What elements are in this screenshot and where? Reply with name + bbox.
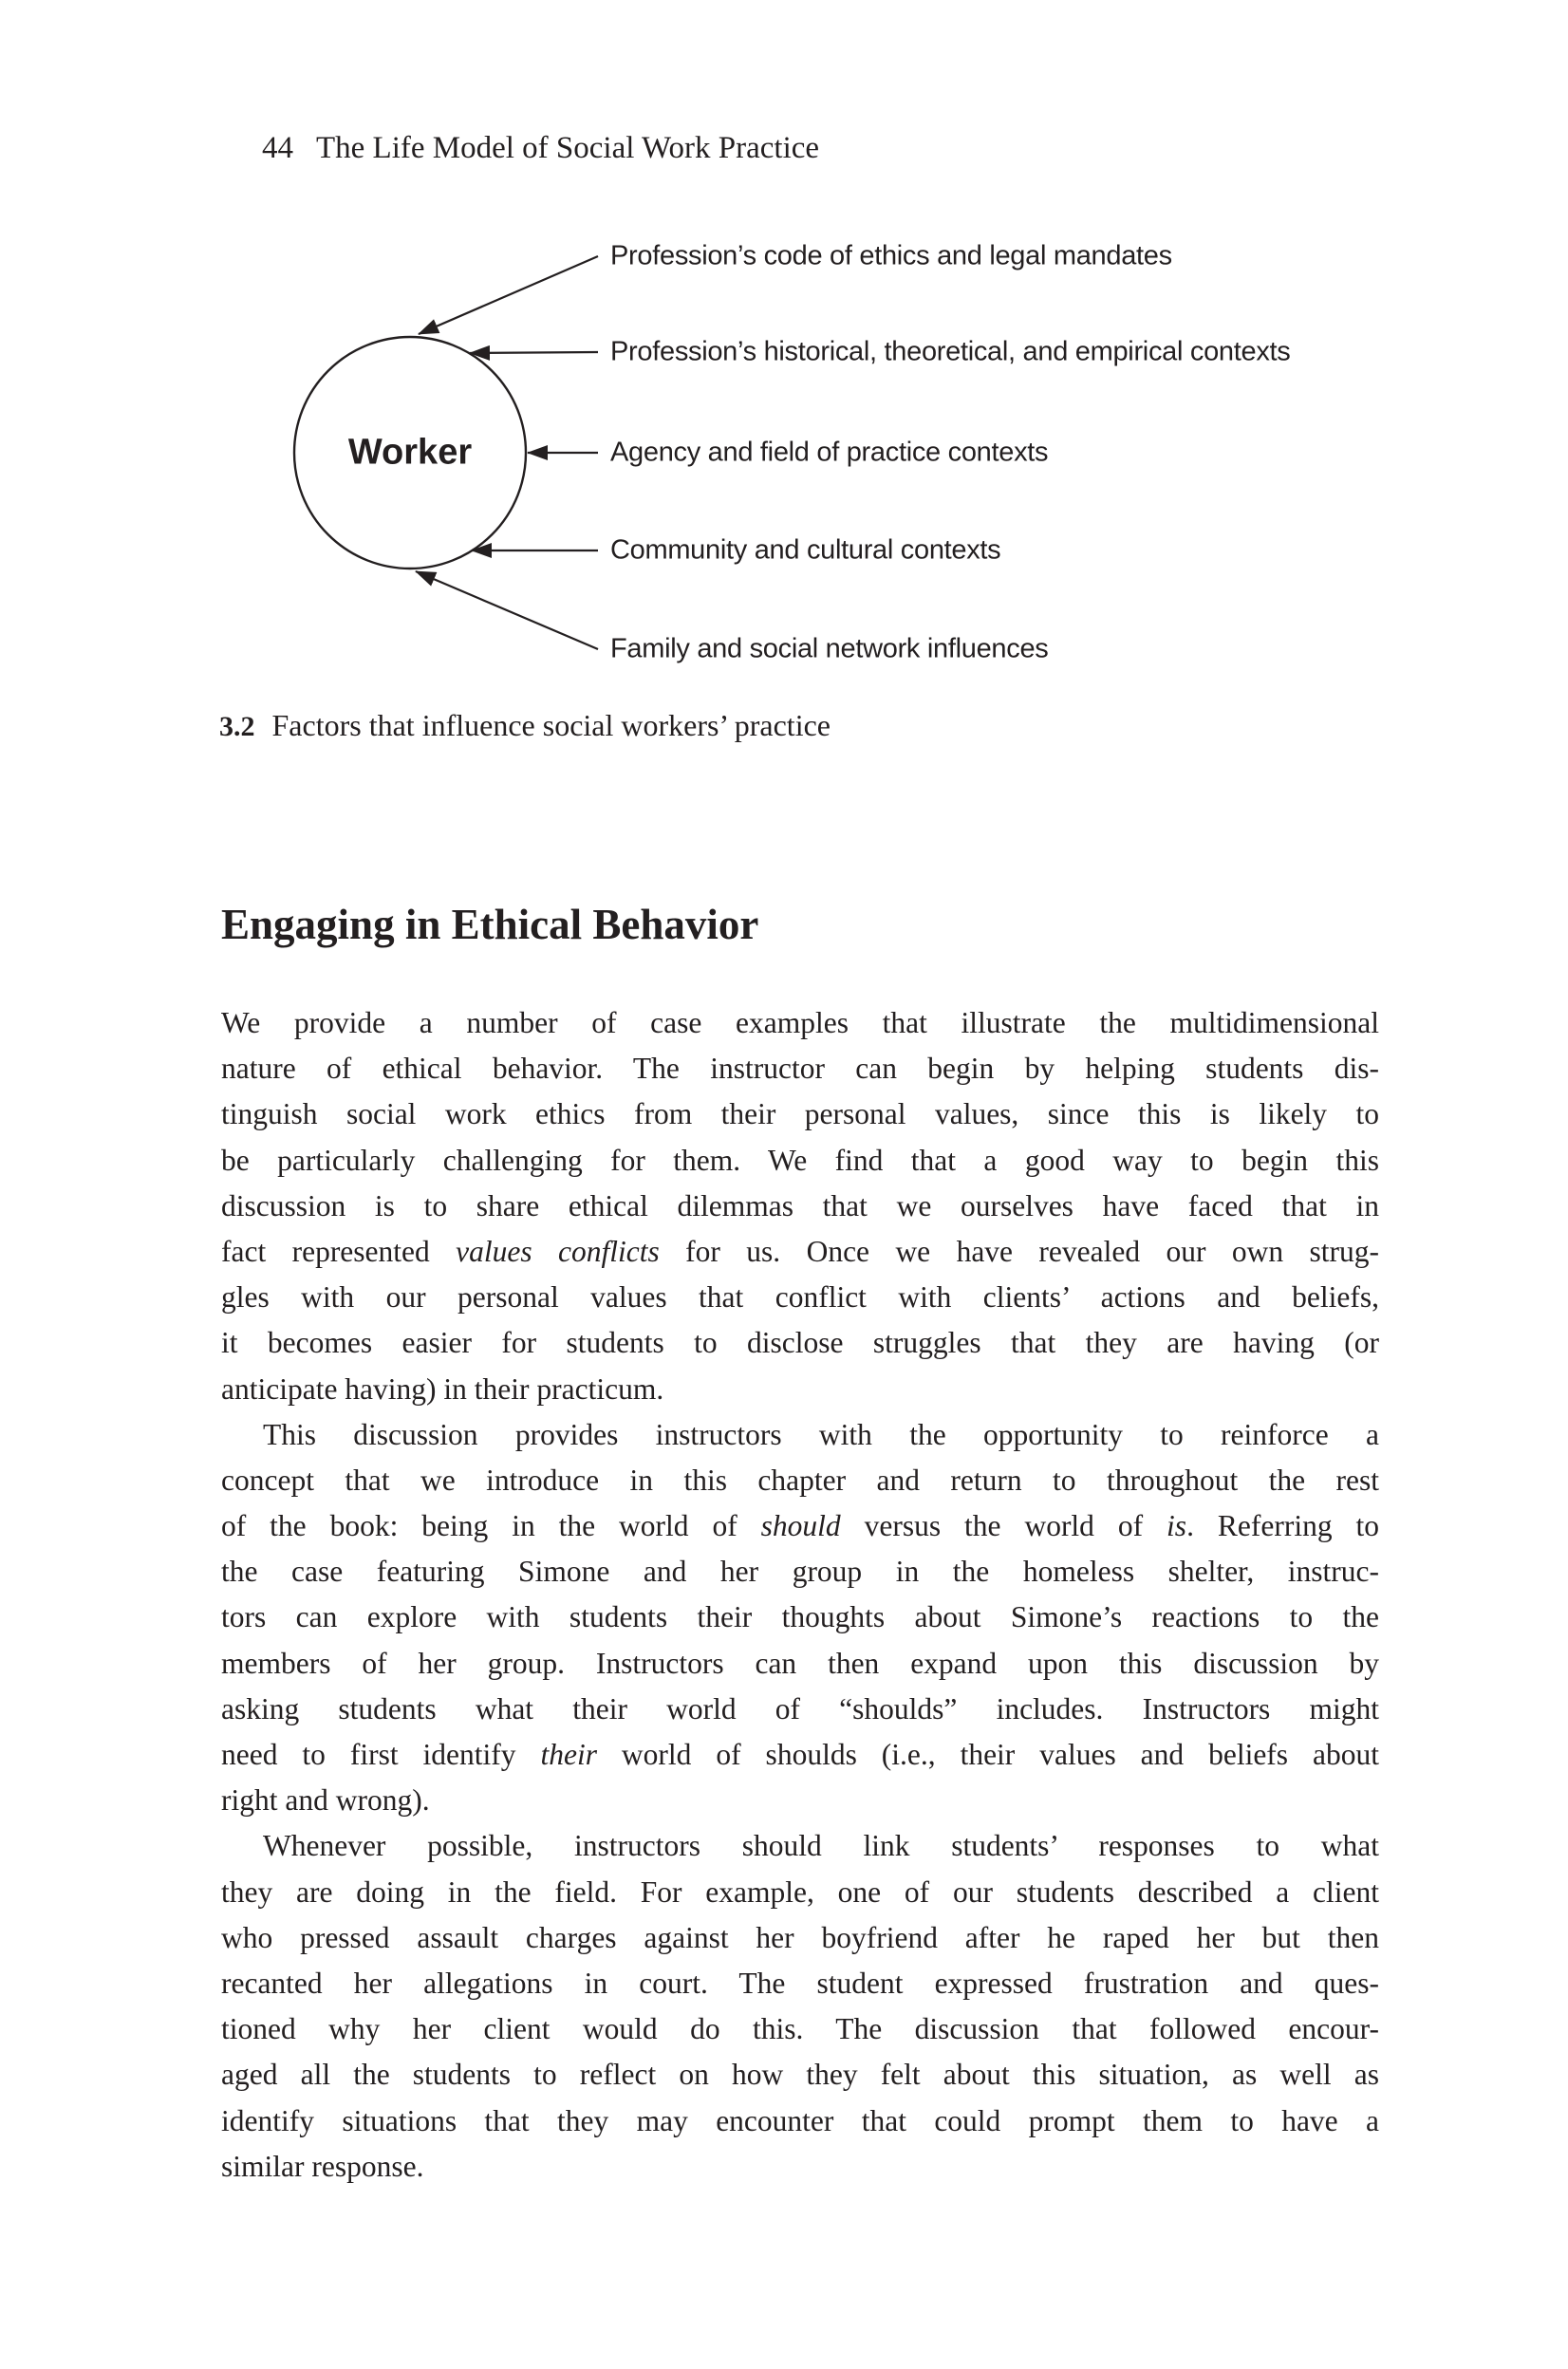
page-number: 44 (262, 131, 293, 165)
body-line: members of her group. Instructors can then expand upon this discussion by (221, 1646, 1379, 1680)
figure-caption-text: Factors that influence social workers’ practice (271, 708, 831, 742)
body-line: tioned why her client would do this. The discussion that followed encour- (221, 2012, 1379, 2046)
body-line: Whenever possible, instructors should link students’ responses to what (263, 1829, 1379, 1863)
arrow-family (416, 571, 598, 649)
body-line: This discussion provides instructors with the opportunity to reinforce a (263, 1417, 1379, 1451)
factor-label-family: Family and social network influences (610, 633, 1049, 664)
body-line: anticipate having) in their practicum. (221, 1371, 664, 1406)
arrow-ethics (419, 256, 598, 334)
figure-caption-number: 3.2 (219, 711, 255, 742)
body-line: who pressed assault charges against her boyfriend after he raped her but then (221, 1920, 1379, 1954)
body-paragraphs (221, 1000, 1379, 2190)
body-line: the case featuring Simone and her group in the homeless shelter, instruc- (221, 1555, 1379, 1589)
body-line: asking students what their world of “shoulds” includes. Instructors might (221, 1691, 1379, 1725)
body-line: We provide a number of case examples that illustrate the multidimensional (221, 1006, 1379, 1039)
body-line: concept that we introduce in this chapter and return to throughout the rest (221, 1463, 1379, 1497)
body-line: aged all the students to reflect on how they felt about this situation, as well as (221, 2058, 1379, 2092)
body-line: discussion is to share ethical dilemmas that we ourselves have faced that in (221, 1188, 1379, 1222)
body-line: it becomes easier for students to disclose struggles that they are having (or (221, 1326, 1379, 1360)
worker-node-label: Worker (347, 432, 473, 473)
figure-diagram (0, 0, 1568, 740)
body-line: be particularly challenging for them. We find that a good way to begin this (221, 1143, 1379, 1177)
figure-caption (219, 708, 831, 743)
book-title: The Life Model of Social Work Practice (316, 131, 820, 165)
factor-label-community: Community and cultural contexts (610, 534, 1001, 566)
factor-label-agency: Agency and field of practice contexts (610, 437, 1049, 468)
body-line: they are doing in the field. For example, one of our students described a client (221, 1875, 1379, 1909)
body-line: similar response. (221, 2149, 424, 2183)
body-line: right and wrong). (221, 1783, 430, 1818)
body-line: tors can explore with students their thoughts about Simone’s reactions to the (221, 1600, 1379, 1634)
body-line: of the book: being in the world of should versus the world of is. Referring to (221, 1509, 1379, 1543)
section-heading: Engaging in Ethical Behavior (221, 901, 759, 948)
body-line: recanted her allegations in court. The student expressed frustration and ques- (221, 1966, 1379, 2000)
factor-label-historical: Profession’s historical, theoretical, and empirical contexts (610, 336, 1291, 367)
factor-label-ethics: Profession’s code of ethics and legal mandates (610, 240, 1172, 271)
body-line: gles with our personal values that conflict with clients’ actions and beliefs, (221, 1280, 1379, 1315)
body-line: identify situations that they may encounter that could prompt them to have a (221, 2103, 1379, 2137)
arrow-historical (470, 352, 598, 353)
body-line: fact represented values conflicts for us. Once we have revealed our own strug- (221, 1234, 1379, 1268)
body-line: nature of ethical behavior. The instructor can begin by helping students dis- (221, 1052, 1379, 1086)
body-line: need to first identify their world of shoulds (i.e., their values and beliefs about (221, 1738, 1379, 1771)
body-line: tinguish social work ethics from their personal values, since this is likely to (221, 1097, 1379, 1131)
